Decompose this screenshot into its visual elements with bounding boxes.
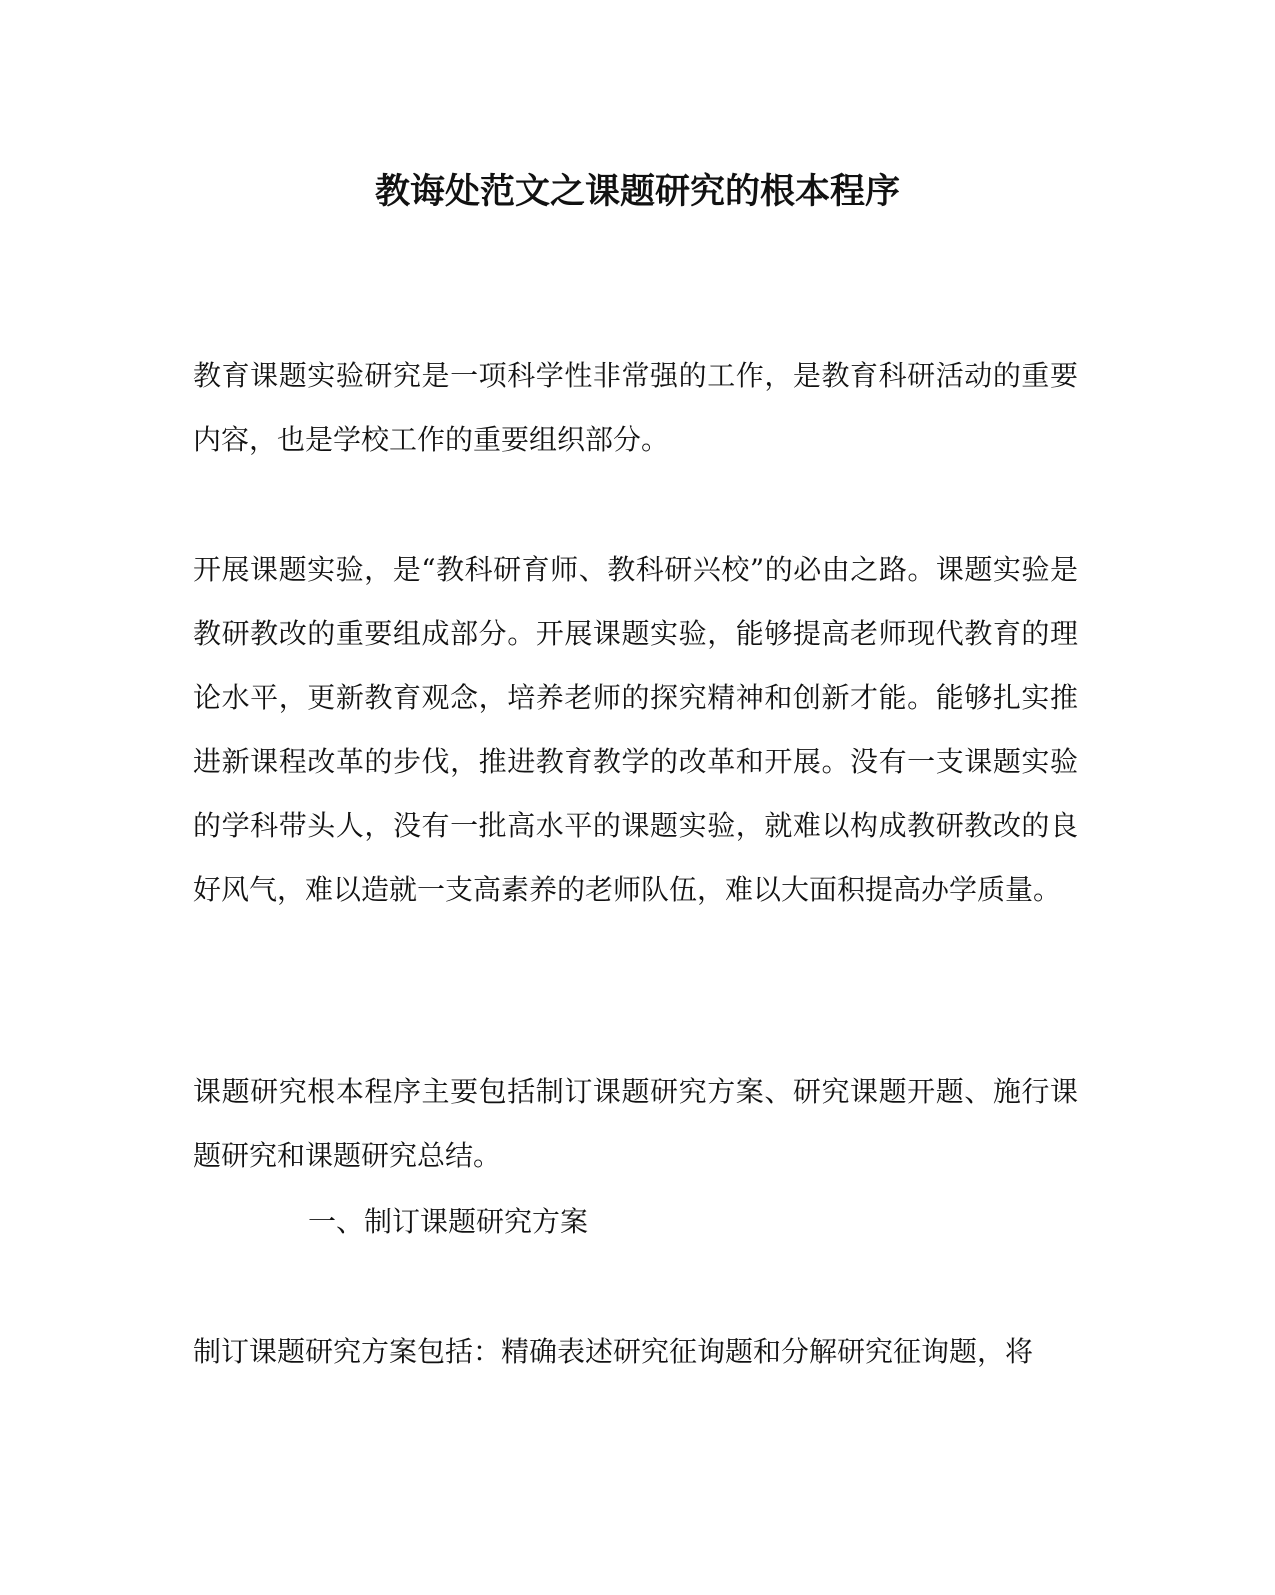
page-title: 教诲处范文之课题研究的根本程序 xyxy=(374,171,900,212)
section-heading: 一、制订课题研究方案 xyxy=(308,1205,589,1238)
paragraph-plan-contents: 制订课题研究方案包括：精确表述研究征询题和分解研究征询题，将 xyxy=(193,1335,1034,1368)
paragraph-significance: 开展课题实验，是“教科研育师、教科研兴校”的必由之路。课题实验是教研教改的重要组成部分。开展课题实验，能够提高老师现代教育的理论水平，更新教育观念，培养老师的探究精神和创新才能。能够扎实推进新课程改革的步伐，推进教育教学的改革和开展。没有一支课题实验的学科带头人，没有一批高水平的课题实验，就难以构成教研教改的良好风气，难以造就一支高素养的老师队伍，难以大面积提高办学质量。 xyxy=(193,553,1078,906)
paragraph-intro: 教育课题实验研究是一项科学性非常强的工作，是教育科研活动的重要内容，也是学校工作的重要组织部分。 xyxy=(193,359,1078,456)
paragraph-procedure-overview: 课题研究根本程序主要包括制订课题研究方案、研究课题开题、施行课题研究和课题研究总结。 xyxy=(193,1075,1078,1172)
